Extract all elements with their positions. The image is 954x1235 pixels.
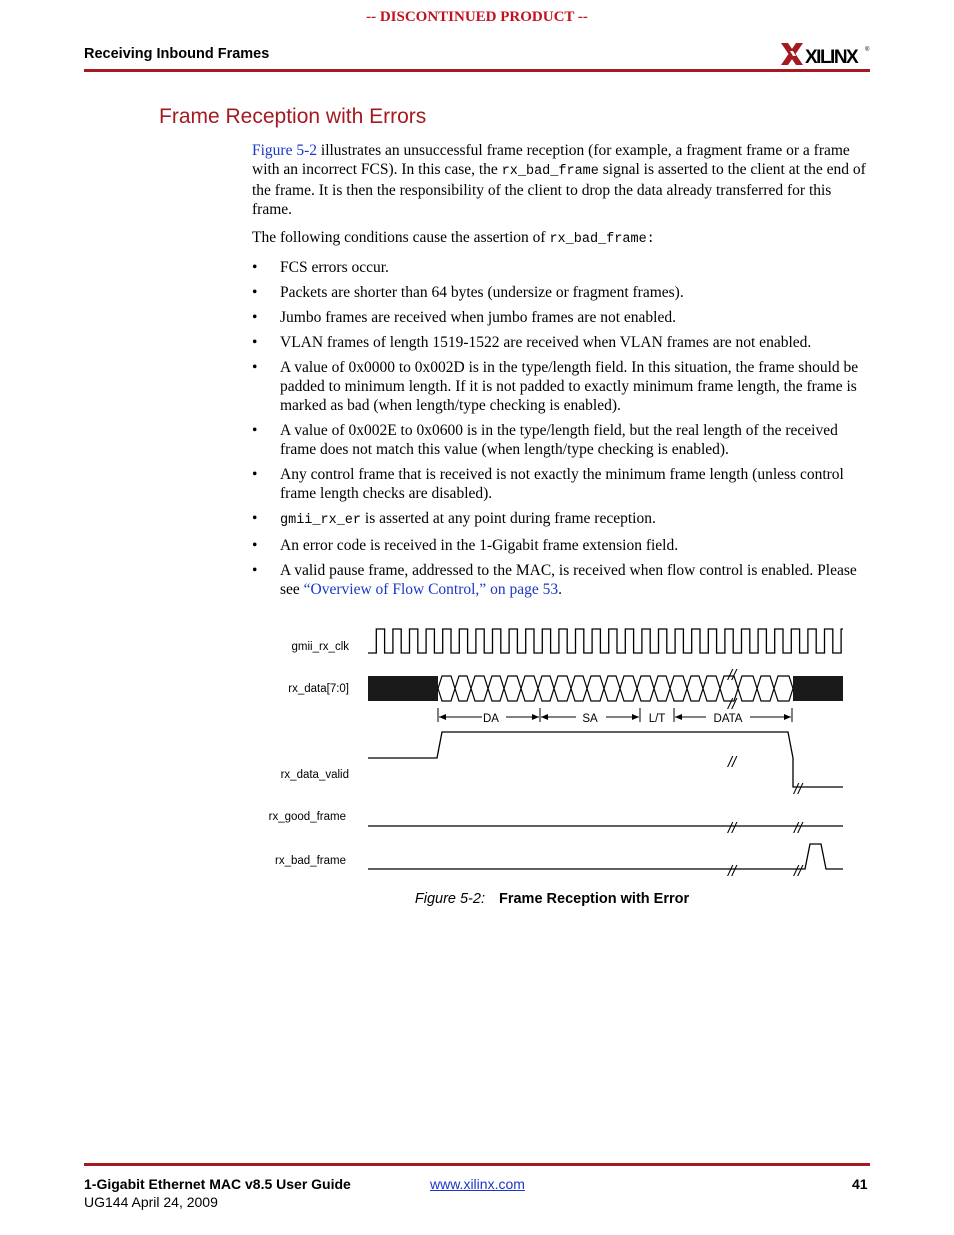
bullet-icon: • [252, 309, 258, 326]
break-icon: // [727, 863, 737, 880]
break-icon: // [793, 820, 803, 837]
bullet-icon: • [252, 359, 258, 376]
xilinx-logo [779, 39, 871, 69]
field-label-da: DA [483, 713, 499, 725]
header-rule [84, 69, 870, 72]
list-item [252, 536, 872, 555]
page-number: 41 [852, 1176, 868, 1192]
figure-link[interactable]: Figure 5-2 [252, 142, 318, 159]
signal-label-bad: rx_bad_frame [275, 855, 346, 867]
conditions-text: The following conditions cause the assertion of [252, 229, 550, 246]
bullet-icon: • [252, 422, 258, 439]
flow-control-link[interactable]: “Overview of Flow Control,” on page 53 [303, 581, 559, 598]
list-item-text: Jumbo frames are received when jumbo frames are not enabled. [280, 309, 676, 326]
data-idle-block-left [368, 676, 438, 701]
data-idle-block-right [793, 676, 843, 701]
gmii-code: gmii_rx_er [280, 513, 362, 528]
logo-text: XILINX [805, 47, 858, 68]
bullet-icon: • [252, 466, 258, 483]
intro-text-b: signal is asserted to the client at the end of the frame. It is then the responsibility of the client to drop the data already transferred for this frame. [252, 161, 866, 218]
break-icon: // [727, 820, 737, 837]
field-label-lt: L/T [648, 713, 666, 725]
break-icon: // [727, 667, 737, 684]
list-item-text: A value of 0x002E to 0x0600 is in the type/length field, but the real length of the received frame does not match this value (when length/type checking is enabled). [280, 422, 838, 458]
bullet-icon: • [252, 334, 258, 351]
list-item [252, 283, 872, 302]
list-item [252, 465, 872, 503]
timing-diagram [250, 612, 850, 882]
break-icon: // [793, 781, 803, 798]
clock-waveform [368, 629, 843, 653]
figure-caption-label: Figure 5-2: [414, 891, 485, 907]
conditions-list [252, 258, 872, 599]
conditions-code: rx_bad_frame [549, 232, 647, 247]
field-label-data: DATA [713, 713, 743, 725]
list-item-text: A value of 0x0000 to 0x002D is in the type/length field. In this situation, the frame should be padded to minimum length. If it is not padded to exactly minimum frame length, the frame is marked as bad (when length/type checking is enabled). [280, 359, 859, 414]
conditions-paragraph [252, 228, 872, 249]
running-header-title: Receiving Inbound Frames [84, 46, 270, 62]
list-item [252, 333, 872, 352]
list-item-text: FCS errors occur. [280, 259, 389, 276]
timing-diagram-svg [250, 612, 850, 882]
bullet-icon: • [252, 510, 258, 527]
figure-caption [0, 891, 954, 907]
field-label-sa: SA [582, 713, 598, 725]
list-item-text: Packets are shorter than 64 bytes (undersize or fragment frames). [280, 284, 684, 301]
signal-label-clk: gmii_rx_clk [291, 641, 349, 653]
signal-label-valid: rx_data_valid [280, 769, 349, 781]
xilinx-logo-mark [779, 39, 871, 69]
discontinued-banner: -- DISCONTINUED PRODUCT -- [366, 9, 588, 25]
footer-url-link[interactable]: www.xilinx.com [430, 1176, 525, 1192]
bullet-icon: • [252, 537, 258, 554]
list-item-end: . [558, 581, 562, 598]
bullet-icon: • [252, 259, 258, 276]
footer-guide-title: 1-Gigabit Ethernet MAC v8.5 User Guide [84, 1176, 351, 1192]
footer-doc-id: UG144 April 24, 2009 [84, 1194, 218, 1210]
break-icon: // [793, 863, 803, 880]
valid-waveform [368, 732, 843, 787]
list-item [252, 258, 872, 277]
break-icon: // [727, 754, 737, 771]
logo-registered-mark: ® [865, 47, 870, 53]
list-item [252, 421, 872, 459]
list-item [252, 308, 872, 327]
footer-rule [84, 1163, 870, 1166]
intro-paragraph [252, 141, 872, 219]
list-item-text: A valid pause frame, addressed to the MAC, is received when flow control is enabled. Please see [280, 562, 857, 598]
list-item [252, 358, 872, 415]
body-text [252, 141, 872, 605]
list-item-text: Any control frame that is received is not exactly the minimum frame length (unless control frame length checks are disabled). [280, 466, 844, 502]
list-item [252, 561, 872, 599]
intro-code: rx_bad_frame [501, 164, 599, 179]
list-item-text: is asserted at any point during frame reception. [361, 510, 656, 527]
list-item-text: VLAN frames of length 1519-1522 are received when VLAN frames are not enabled. [280, 334, 812, 351]
bullet-icon: • [252, 284, 258, 301]
bullet-icon: • [252, 562, 258, 579]
list-item-text: An error code is received in the 1-Gigabit frame extension field. [280, 537, 679, 554]
intro-text-a: illustrates an unsuccessful frame reception (for example, a fragment frame or a frame with an incorrect FCS). In this case, the [252, 142, 850, 178]
figure-caption-title: Frame Reception with Error [498, 891, 690, 907]
list-item [252, 509, 872, 530]
bad-frame-waveform [368, 844, 843, 869]
signal-label-good: rx_good_frame [268, 811, 346, 823]
signal-label-data: rx_data[7:0] [288, 683, 349, 695]
conditions-colon: : [646, 232, 655, 247]
data-bus-waveform [438, 676, 793, 701]
section-heading: Frame Reception with Errors [159, 105, 427, 128]
break-icon: // [727, 696, 737, 713]
